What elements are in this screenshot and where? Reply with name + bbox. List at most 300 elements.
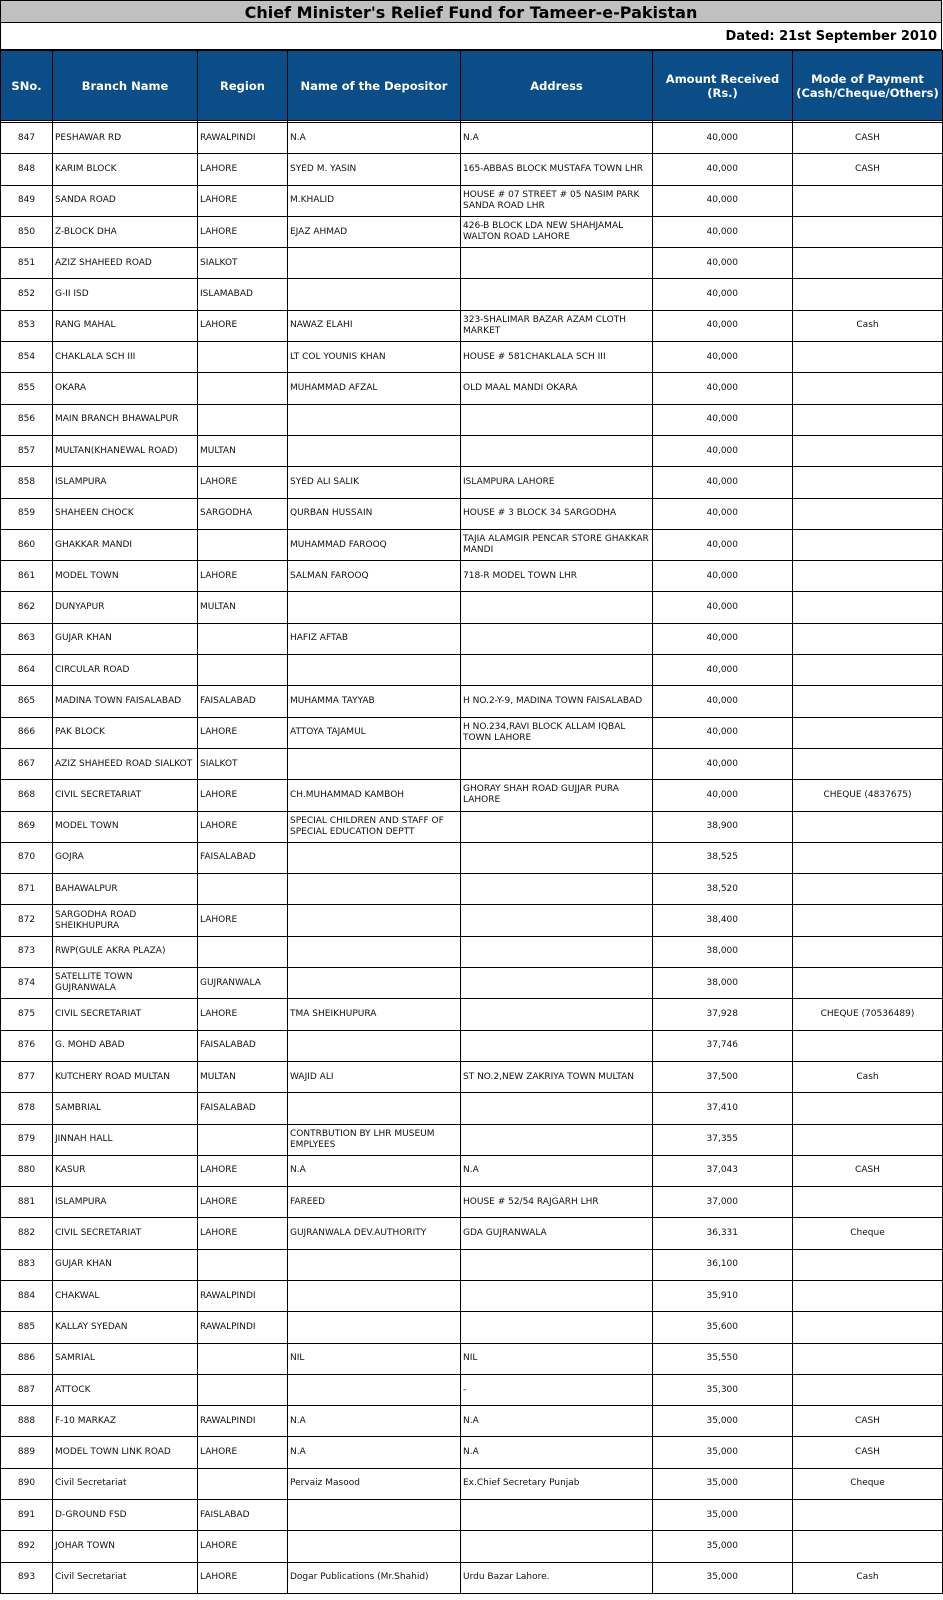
cell-region: SIALKOT [198, 748, 288, 779]
cell-address [461, 1280, 653, 1311]
cell-payment-mode [793, 1187, 943, 1218]
cell-amount: 38,000 [653, 968, 793, 999]
cell-address: NIL [461, 1343, 653, 1374]
cell-address [461, 874, 653, 905]
cell-depositor: NAWAZ ELAHI [288, 310, 461, 341]
cell-depositor: SALMAN FAROOQ [288, 561, 461, 592]
cell-payment-mode [793, 936, 943, 967]
cell-amount: 37,928 [653, 999, 793, 1030]
header-address: Address [461, 51, 653, 121]
cell-payment-mode [793, 1093, 943, 1124]
cell-depositor: SYED M. YASIN [288, 154, 461, 185]
cell-region [198, 1468, 288, 1499]
header-region: Region [198, 51, 288, 121]
cell-payment-mode [793, 1124, 943, 1155]
table-row [1, 1187, 943, 1218]
cell-depositor [288, 968, 461, 999]
cell-branch-name: GUJAR KHAN [53, 1249, 198, 1280]
cell-address [461, 592, 653, 623]
cell-payment-mode [793, 342, 943, 373]
cell-amount: 38,900 [653, 811, 793, 842]
cell-amount: 40,000 [653, 216, 793, 247]
cell-region: LAHORE [198, 1218, 288, 1249]
cell-payment-mode [793, 905, 943, 936]
table-row [1, 1155, 943, 1186]
cell-branch-name: RWP(GULE AKRA PLAZA) [53, 936, 198, 967]
cell-payment-mode [793, 279, 943, 310]
cell-amount: 37,410 [653, 1093, 793, 1124]
cell-amount: 35,000 [653, 1437, 793, 1468]
table-row [1, 1374, 943, 1405]
cell-sno: 859 [1, 498, 53, 529]
table-row [1, 248, 943, 279]
table-header-row [1, 51, 943, 121]
cell-sno: 882 [1, 1218, 53, 1249]
cell-address: Ex.Chief Secretary Punjab [461, 1468, 653, 1499]
cell-depositor [288, 435, 461, 466]
cell-branch-name: CIVIL SECRETARIAT [53, 999, 198, 1030]
cell-region: MULTAN [198, 1061, 288, 1092]
cell-region: LAHORE [198, 999, 288, 1030]
cell-address: GDA GUJRANWALA [461, 1218, 653, 1249]
cell-amount: 35,600 [653, 1312, 793, 1343]
table-row [1, 498, 943, 529]
cell-amount: 40,000 [653, 686, 793, 717]
cell-amount: 35,300 [653, 1374, 793, 1405]
cell-amount: 40,000 [653, 592, 793, 623]
cell-amount: 40,000 [653, 185, 793, 216]
header-branch-name: Branch Name [53, 51, 198, 121]
cell-sno: 868 [1, 780, 53, 811]
table-row [1, 529, 943, 560]
cell-branch-name: D-GROUND FSD [53, 1500, 198, 1531]
cell-sno: 860 [1, 529, 53, 560]
cell-branch-name: MODEL TOWN LINK ROAD [53, 1437, 198, 1468]
cell-address: Urdu Bazar Lahore. [461, 1562, 653, 1593]
cell-depositor [288, 905, 461, 936]
cell-amount: 38,525 [653, 842, 793, 873]
cell-branch-name: CIVIL SECRETARIAT [53, 1218, 198, 1249]
cell-branch-name: SAMRIAL [53, 1343, 198, 1374]
cell-sno: 883 [1, 1249, 53, 1280]
cell-address [461, 936, 653, 967]
cell-payment-mode: CASH [793, 1437, 943, 1468]
header-amount: Amount Received (Rs.) [653, 51, 793, 121]
cell-depositor [288, 1280, 461, 1311]
cell-amount: 40,000 [653, 780, 793, 811]
cell-branch-name: MAIN BRANCH BHAWALPUR [53, 404, 198, 435]
cell-payment-mode: Cash [793, 310, 943, 341]
cell-branch-name: KALLAY SYEDAN [53, 1312, 198, 1343]
cell-region [198, 1374, 288, 1405]
cell-branch-name: CIRCULAR ROAD [53, 655, 198, 686]
cell-payment-mode: CHEQUE (4837675) [793, 780, 943, 811]
cell-address [461, 905, 653, 936]
cell-depositor [288, 1312, 461, 1343]
cell-payment-mode [793, 592, 943, 623]
cell-address: N.A [461, 1437, 653, 1468]
cell-region: FAISALABAD [198, 686, 288, 717]
cell-region: FAISALABAD [198, 1030, 288, 1061]
report-title: Chief Minister's Relief Fund for Tameer-e-Pakistan [0, 0, 942, 23]
cell-branch-name: KASUR [53, 1155, 198, 1186]
cell-amount: 35,000 [653, 1531, 793, 1562]
cell-address [461, 1500, 653, 1531]
cell-sno: 853 [1, 310, 53, 341]
cell-payment-mode [793, 1531, 943, 1562]
cell-payment-mode [793, 1030, 943, 1061]
cell-address: N.A [461, 1155, 653, 1186]
cell-address [461, 435, 653, 466]
cell-amount: 37,043 [653, 1155, 793, 1186]
cell-sno: 885 [1, 1312, 53, 1343]
cell-address: HOUSE # 581CHAKLALA SCH III [461, 342, 653, 373]
cell-region: MULTAN [198, 435, 288, 466]
table-row [1, 1312, 943, 1343]
cell-sno: 890 [1, 1468, 53, 1499]
cell-address: N.A [461, 1406, 653, 1437]
cell-depositor: GUJRANWALA DEV.AUTHORITY [288, 1218, 461, 1249]
cell-sno: 855 [1, 373, 53, 404]
cell-sno: 871 [1, 874, 53, 905]
cell-branch-name: AZIZ SHAHEED ROAD [53, 248, 198, 279]
cell-sno: 861 [1, 561, 53, 592]
cell-sno: 865 [1, 686, 53, 717]
cell-region: LAHORE [198, 1531, 288, 1562]
cell-branch-name: G. MOHD ABAD [53, 1030, 198, 1061]
cell-region [198, 936, 288, 967]
cell-address [461, 248, 653, 279]
cell-sno: 880 [1, 1155, 53, 1186]
cell-address: 426-B BLOCK LDA NEW SHAHJAMAL WALTON ROAD LAHORE [461, 216, 653, 247]
table-row [1, 1531, 943, 1562]
cell-address [461, 404, 653, 435]
cell-branch-name: PAK BLOCK [53, 717, 198, 748]
cell-branch-name: KARIM BLOCK [53, 154, 198, 185]
table-row [1, 185, 943, 216]
table-row [1, 1343, 943, 1374]
cell-region: RAWALPINDI [198, 1406, 288, 1437]
cell-sno: 867 [1, 748, 53, 779]
cell-depositor: MUHAMMAD FAROOQ [288, 529, 461, 560]
cell-address [461, 655, 653, 686]
cell-amount: 40,000 [653, 310, 793, 341]
cell-sno: 870 [1, 842, 53, 873]
cell-depositor: FAREED [288, 1187, 461, 1218]
cell-branch-name: F-10 MARKAZ [53, 1406, 198, 1437]
cell-sno: 874 [1, 968, 53, 999]
cell-sno: 854 [1, 342, 53, 373]
cell-depositor [288, 936, 461, 967]
cell-branch-name: MODEL TOWN [53, 811, 198, 842]
cell-branch-name: G-II ISD [53, 279, 198, 310]
cell-branch-name: CHAKLALA SCH III [53, 342, 198, 373]
cell-branch-name: Civil Secretariat [53, 1562, 198, 1593]
cell-payment-mode [793, 968, 943, 999]
cell-payment-mode [793, 216, 943, 247]
table-row [1, 404, 943, 435]
cell-region [198, 1249, 288, 1280]
table-row [1, 1437, 943, 1468]
cell-amount: 40,000 [653, 435, 793, 466]
cell-address: HOUSE # 07 STREET # 05 NASIM PARK SANDA ROAD LHR [461, 185, 653, 216]
cell-branch-name: ISLAMPURA [53, 467, 198, 498]
cell-payment-mode [793, 1249, 943, 1280]
cell-branch-name: GOJRA [53, 842, 198, 873]
cell-branch-name: SATELLITE TOWN GUJRANWALA [53, 968, 198, 999]
cell-depositor [288, 1030, 461, 1061]
cell-region: FAISLABAD [198, 1500, 288, 1531]
cell-sno: 872 [1, 905, 53, 936]
cell-payment-mode [793, 686, 943, 717]
cell-address: TAJIA ALAMGIR PENCAR STORE GHAKKAR MANDI [461, 529, 653, 560]
cell-payment-mode [793, 185, 943, 216]
cell-depositor: SYED ALI SALIK [288, 467, 461, 498]
cell-branch-name: ISLAMPURA [53, 1187, 198, 1218]
table-row [1, 342, 943, 373]
cell-amount: 37,000 [653, 1187, 793, 1218]
table-row [1, 1093, 943, 1124]
cell-depositor [288, 592, 461, 623]
cell-branch-name: MODEL TOWN [53, 561, 198, 592]
cell-region: FAISALABAD [198, 1093, 288, 1124]
cell-sno: 849 [1, 185, 53, 216]
cell-sno: 848 [1, 154, 53, 185]
table-row [1, 623, 943, 654]
table-row [1, 686, 943, 717]
cell-branch-name: RANG MAHAL [53, 310, 198, 341]
cell-branch-name: Z-BLOCK DHA [53, 216, 198, 247]
table-row [1, 435, 943, 466]
cell-branch-name: AZIZ SHAHEED ROAD SIALKOT [53, 748, 198, 779]
table-row [1, 842, 943, 873]
cell-sno: 876 [1, 1030, 53, 1061]
cell-region: LAHORE [198, 1187, 288, 1218]
table-row [1, 310, 943, 341]
cell-sno: 888 [1, 1406, 53, 1437]
table-row [1, 1500, 943, 1531]
cell-address: ST NO.2,NEW ZAKRIYA TOWN MULTAN [461, 1061, 653, 1092]
donations-table [0, 50, 943, 1594]
cell-depositor [288, 1093, 461, 1124]
cell-payment-mode [793, 404, 943, 435]
cell-depositor: EJAZ AHMAD [288, 216, 461, 247]
cell-sno: 891 [1, 1500, 53, 1531]
cell-payment-mode [793, 529, 943, 560]
cell-depositor [288, 1531, 461, 1562]
cell-payment-mode: CHEQUE (70536489) [793, 999, 943, 1030]
cell-payment-mode: CASH [793, 154, 943, 185]
cell-address: 323-SHALIMAR BAZAR AZAM CLOTH MARKET [461, 310, 653, 341]
cell-depositor: M.KHALID [288, 185, 461, 216]
table-row [1, 655, 943, 686]
cell-sno: 889 [1, 1437, 53, 1468]
cell-address: 165-ABBAS BLOCK MUSTAFA TOWN LHR [461, 154, 653, 185]
cell-address [461, 623, 653, 654]
cell-payment-mode: Cheque [793, 1218, 943, 1249]
cell-branch-name: MULTAN(KHANEWAL ROAD) [53, 435, 198, 466]
table-row [1, 811, 943, 842]
table-row [1, 467, 943, 498]
cell-amount: 40,000 [653, 717, 793, 748]
cell-amount: 40,000 [653, 623, 793, 654]
cell-region: LAHORE [198, 1437, 288, 1468]
cell-payment-mode [793, 1374, 943, 1405]
cell-depositor: CONTRBUTION BY LHR MUSEUM EMPLYEES [288, 1124, 461, 1155]
cell-branch-name: SARGODHA ROAD SHEIKHUPURA [53, 905, 198, 936]
cell-sno: 851 [1, 248, 53, 279]
cell-amount: 36,100 [653, 1249, 793, 1280]
table-row [1, 592, 943, 623]
table-row [1, 905, 943, 936]
table-row [1, 216, 943, 247]
cell-amount: 37,355 [653, 1124, 793, 1155]
cell-region [198, 874, 288, 905]
cell-payment-mode [793, 248, 943, 279]
cell-amount: 40,000 [653, 655, 793, 686]
cell-amount: 38,000 [653, 936, 793, 967]
cell-branch-name: CHAKWAL [53, 1280, 198, 1311]
report-date: Dated: 21st September 2010 [0, 23, 942, 50]
cell-address: HOUSE # 52/54 RAJGARH LHR [461, 1187, 653, 1218]
cell-address [461, 999, 653, 1030]
table-row [1, 780, 943, 811]
cell-amount: 37,500 [653, 1061, 793, 1092]
cell-payment-mode: Cheque [793, 1468, 943, 1499]
cell-address: ISLAMPURA LAHORE [461, 467, 653, 498]
cell-depositor: TMA SHEIKHUPURA [288, 999, 461, 1030]
cell-branch-name: Civil Secretariat [53, 1468, 198, 1499]
cell-depositor: SPECIAL CHILDREN AND STAFF OF SPECIAL EDUCATION DEPTT [288, 811, 461, 842]
table-row [1, 1124, 943, 1155]
cell-region: SARGODHA [198, 498, 288, 529]
cell-sno: 892 [1, 1531, 53, 1562]
cell-address [461, 811, 653, 842]
cell-depositor [288, 842, 461, 873]
cell-address [461, 748, 653, 779]
cell-address: H NO.2-Y-9, MADINA TOWN FAISALABAD [461, 686, 653, 717]
cell-amount: 37,746 [653, 1030, 793, 1061]
table-row [1, 1249, 943, 1280]
cell-address [461, 1312, 653, 1343]
cell-region: ISLAMABAD [198, 279, 288, 310]
cell-region: LAHORE [198, 1562, 288, 1593]
cell-region: LAHORE [198, 216, 288, 247]
table-row [1, 1280, 943, 1311]
table-row [1, 123, 943, 154]
cell-branch-name: PESHAWAR RD [53, 123, 198, 154]
cell-amount: 40,000 [653, 561, 793, 592]
cell-branch-name: ATTOCK [53, 1374, 198, 1405]
table-row [1, 748, 943, 779]
cell-amount: 35,000 [653, 1468, 793, 1499]
cell-depositor: MUHAMMAD AFZAL [288, 373, 461, 404]
cell-branch-name: SHAHEEN CHOCK [53, 498, 198, 529]
cell-payment-mode [793, 498, 943, 529]
table-row [1, 1061, 943, 1092]
cell-payment-mode [793, 1312, 943, 1343]
cell-payment-mode [793, 1500, 943, 1531]
cell-region: FAISALABAD [198, 842, 288, 873]
cell-sno: 852 [1, 279, 53, 310]
cell-region: SIALKOT [198, 248, 288, 279]
cell-payment-mode [793, 561, 943, 592]
table-row [1, 561, 943, 592]
cell-payment-mode: Cash [793, 1562, 943, 1593]
cell-depositor [288, 279, 461, 310]
cell-branch-name: SANDA ROAD [53, 185, 198, 216]
table-row [1, 874, 943, 905]
cell-sno: 886 [1, 1343, 53, 1374]
cell-amount: 35,000 [653, 1406, 793, 1437]
cell-address [461, 1249, 653, 1280]
cell-region [198, 373, 288, 404]
cell-amount: 40,000 [653, 342, 793, 373]
cell-payment-mode [793, 842, 943, 873]
cell-sno: 847 [1, 123, 53, 154]
cell-branch-name: BAHAWALPUR [53, 874, 198, 905]
cell-region: RAWALPINDI [198, 123, 288, 154]
cell-amount: 40,000 [653, 404, 793, 435]
cell-amount: 40,000 [653, 498, 793, 529]
cell-region: MULTAN [198, 592, 288, 623]
cell-region: LAHORE [198, 905, 288, 936]
table-row [1, 936, 943, 967]
cell-region: GUJRANWALA [198, 968, 288, 999]
table-row [1, 999, 943, 1030]
table-row [1, 968, 943, 999]
cell-region: RAWALPINDI [198, 1280, 288, 1311]
cell-amount: 35,000 [653, 1562, 793, 1593]
cell-region: LAHORE [198, 780, 288, 811]
cell-sno: 858 [1, 467, 53, 498]
cell-branch-name: KUTCHERY ROAD MULTAN [53, 1061, 198, 1092]
table-row [1, 154, 943, 185]
cell-branch-name: JOHAR TOWN [53, 1531, 198, 1562]
cell-address: H NO.234,RAVI BLOCK ALLAM IQBAL TOWN LAHORE [461, 717, 653, 748]
cell-depositor: N.A [288, 123, 461, 154]
cell-sno: 864 [1, 655, 53, 686]
cell-depositor [288, 655, 461, 686]
header-payment-mode: Mode of Payment (Cash/Cheque/Others) [793, 51, 943, 121]
cell-amount: 35,910 [653, 1280, 793, 1311]
cell-sno: 857 [1, 435, 53, 466]
cell-payment-mode [793, 1280, 943, 1311]
cell-address [461, 1093, 653, 1124]
cell-address: N.A [461, 123, 653, 154]
table-row [1, 279, 943, 310]
cell-region: LAHORE [198, 467, 288, 498]
cell-payment-mode [793, 748, 943, 779]
cell-region: LAHORE [198, 811, 288, 842]
cell-sno: 850 [1, 216, 53, 247]
table-body [1, 121, 943, 1594]
table-row [1, 1562, 943, 1593]
cell-amount: 40,000 [653, 279, 793, 310]
header-depositor: Name of the Depositor [288, 51, 461, 121]
cell-region [198, 342, 288, 373]
cell-depositor: N.A [288, 1437, 461, 1468]
cell-branch-name: CIVIL SECRETARIAT [53, 780, 198, 811]
cell-address [461, 1124, 653, 1155]
table-row [1, 1468, 943, 1499]
cell-sno: 869 [1, 811, 53, 842]
cell-payment-mode [793, 435, 943, 466]
table-row [1, 1406, 943, 1437]
cell-region: LAHORE [198, 717, 288, 748]
cell-depositor: CH.MUHAMMAD KAMBOH [288, 780, 461, 811]
cell-payment-mode: Cash [793, 1061, 943, 1092]
